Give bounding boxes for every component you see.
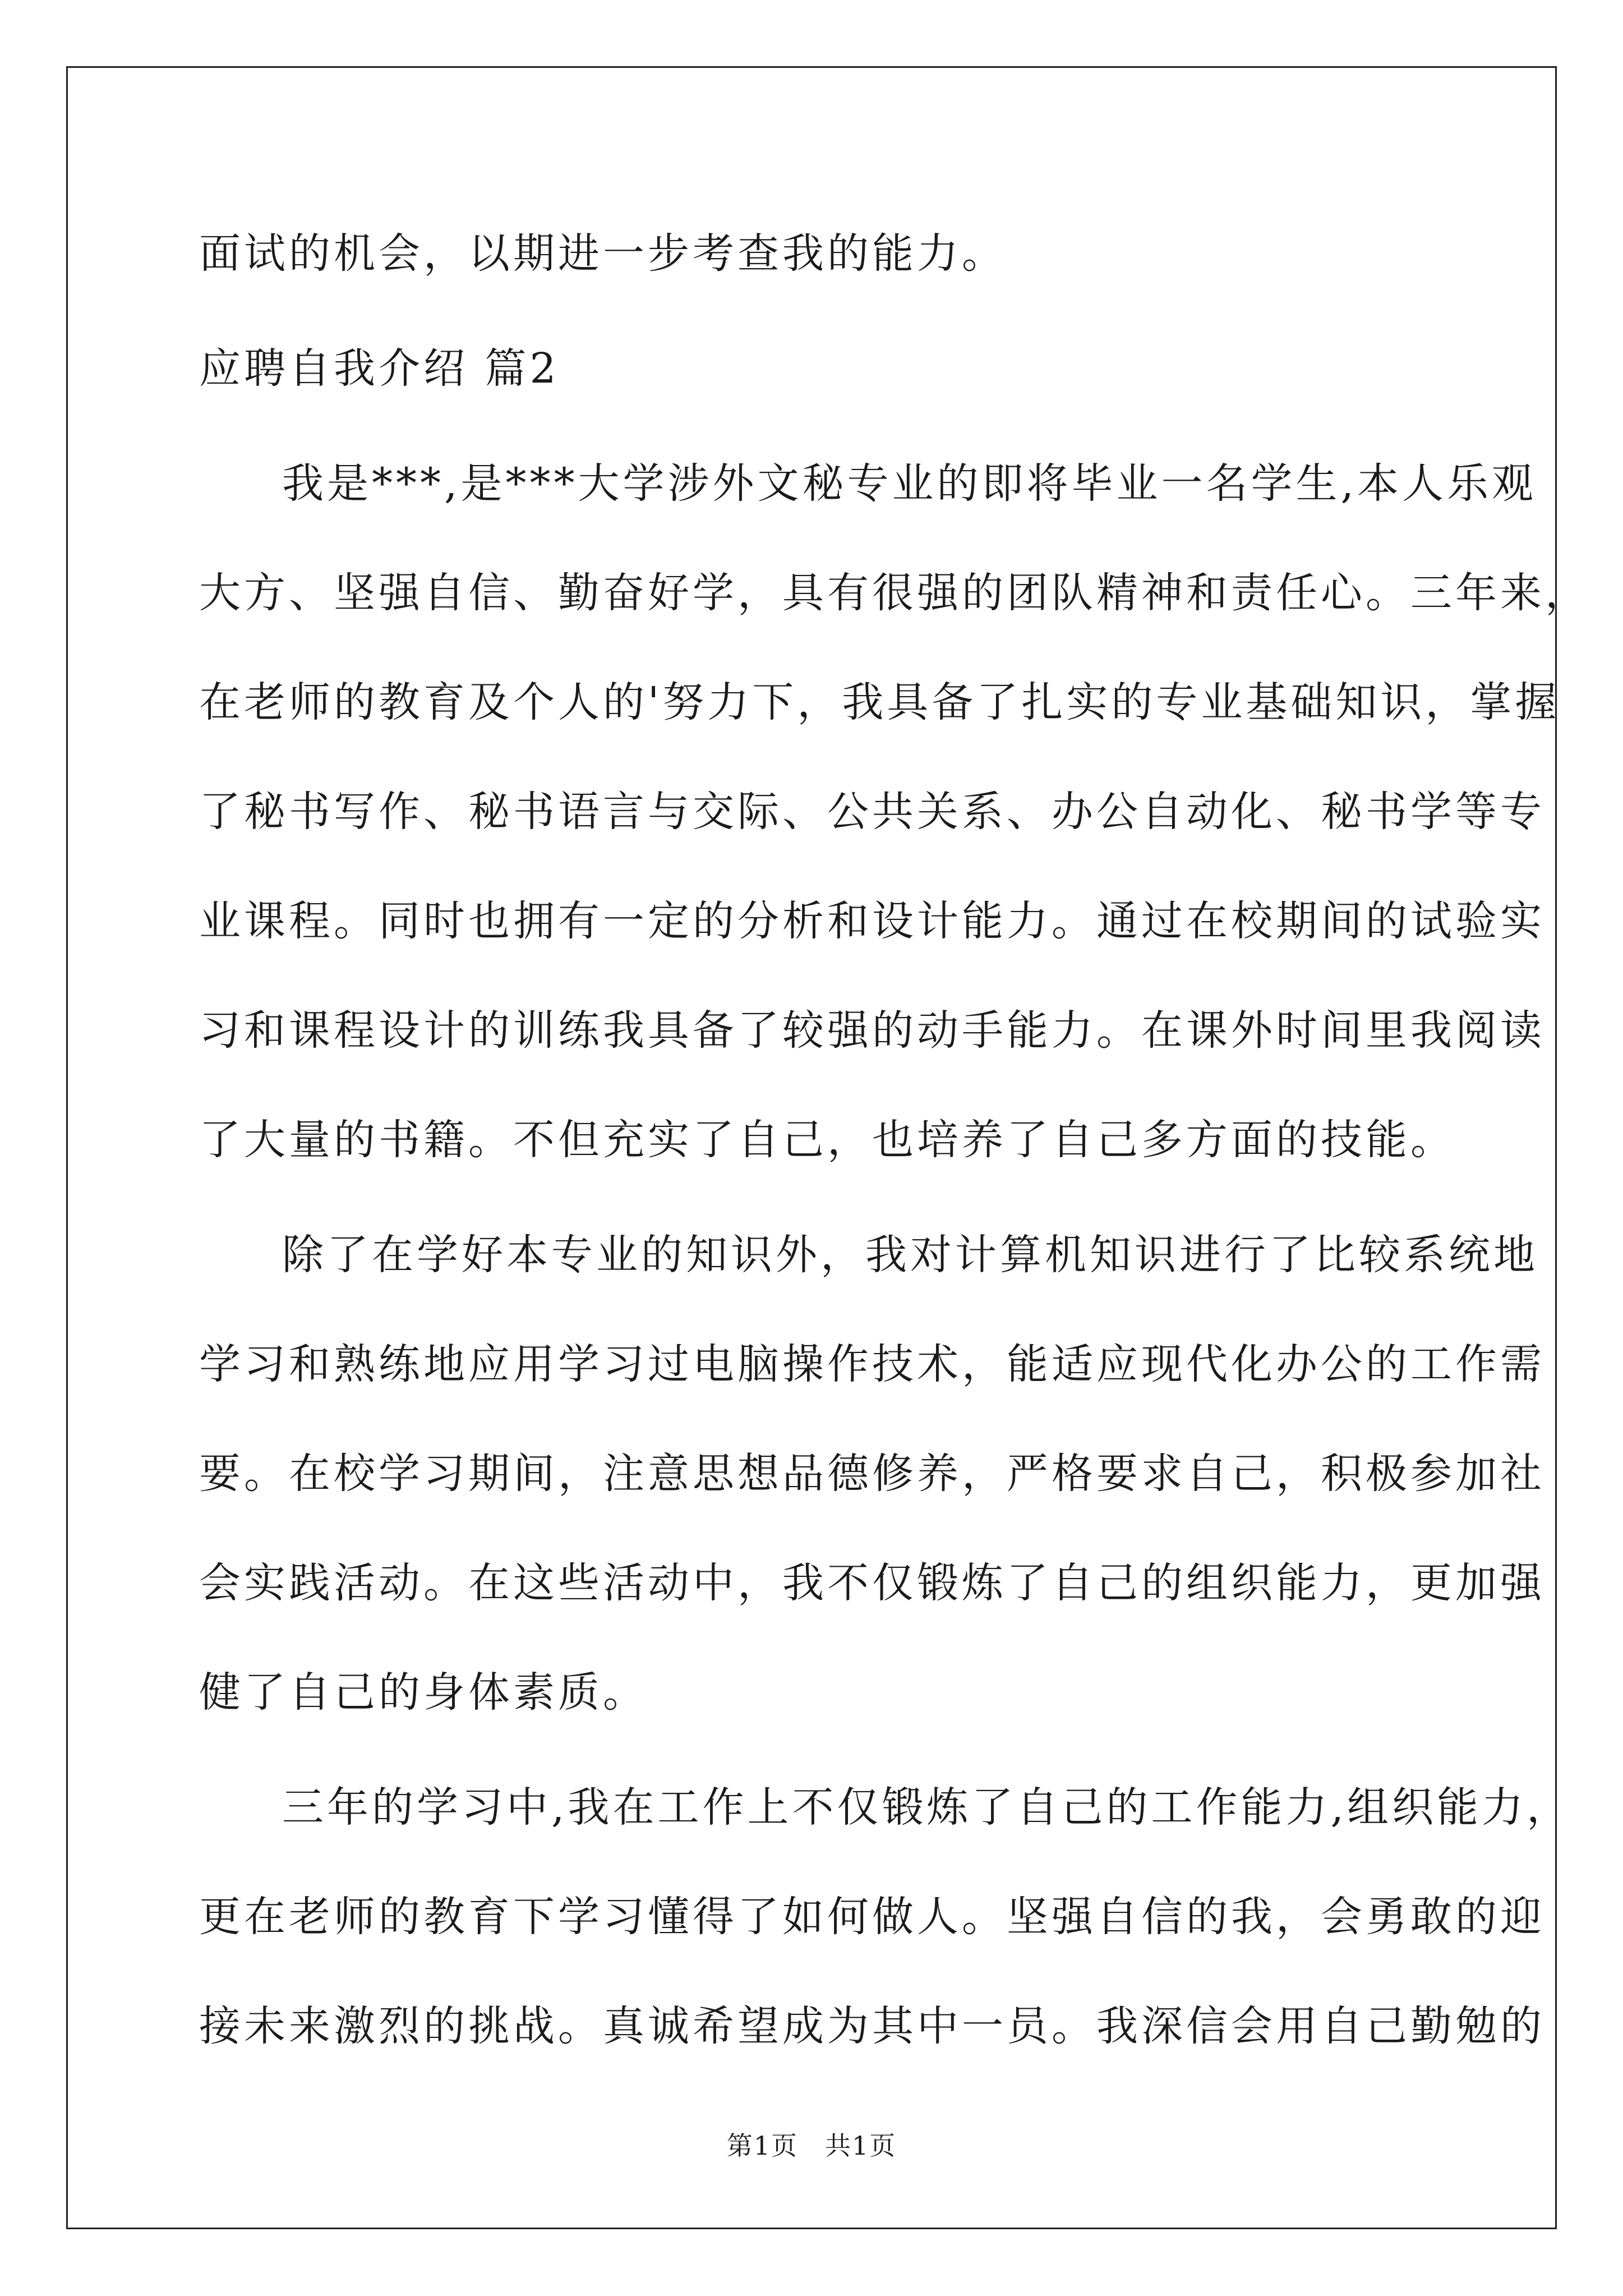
paragraph-line: 习和课程设计的训练我具备了较强的动手能力。在课外时间里我阅读 xyxy=(199,1006,1545,1055)
paragraph-2 xyxy=(199,1200,1545,1747)
paragraph-line: 了秘书写作、秘书语言与交际、公共关系、办公自动化、秘书学等专 xyxy=(199,788,1545,836)
section-heading: 应聘自我介绍 篇2 xyxy=(199,344,560,393)
paragraph-line: 更在老师的教育下学习懂得了如何做人。坚强自信的我，会勇敢的迎 xyxy=(199,1893,1545,1941)
paragraph-line: 我是***,是***大学涉外文秘专业的即将毕业一名学生,本人乐观 xyxy=(282,459,1537,508)
paragraph-line: 要。在校学习期间，注意思想品德修养，严格要求自己，积极参加社 xyxy=(199,1450,1545,1498)
paragraph-line: 在老师的教育及个人的'努力下，我具备了扎实的专业基础知识，掌握 xyxy=(199,678,1560,726)
page-number-footer: 第1页 共1页 xyxy=(726,2131,897,2161)
intro-line: 面试的机会，以期进一步考查我的能力。 xyxy=(199,229,1007,278)
paragraph-line: 除了在学好本专业的知识外，我对计算机知识进行了比较系统地 xyxy=(282,1231,1538,1279)
paragraph-1 xyxy=(199,429,1590,1195)
paragraph-line: 会实践活动。在这些活动中，我不仅锻炼了自己的组织能力，更加强 xyxy=(199,1559,1545,1607)
paragraph-line: 接未来激烈的挑战。真诚希望成为其中一员。我深信会用自己勤勉的 xyxy=(199,2002,1545,2050)
paragraph-line: 大方、坚强自信、勤奋好学，具有很强的团队精神和责任心。三年来， xyxy=(199,569,1590,617)
paragraph-line: 健了自己的身体素质。 xyxy=(199,1668,648,1717)
paragraph-line: 业课程。同时也拥有一定的分析和设计能力。通过在校期间的试验实 xyxy=(199,897,1545,945)
paragraph-line: 学习和熟练地应用学习过电脑操作技术，能适应现代化办公的工作需 xyxy=(199,1340,1545,1388)
document-body xyxy=(199,199,1590,2081)
paragraph-3 xyxy=(199,1753,1572,2081)
paragraph-line: 三年的学习中,我在工作上不仅锻炼了自己的工作能力,组织能力， xyxy=(282,1783,1572,1832)
paragraph-line: 了大量的书籍。不但充实了自己，也培养了自己多方面的技能。 xyxy=(199,1116,1455,1164)
